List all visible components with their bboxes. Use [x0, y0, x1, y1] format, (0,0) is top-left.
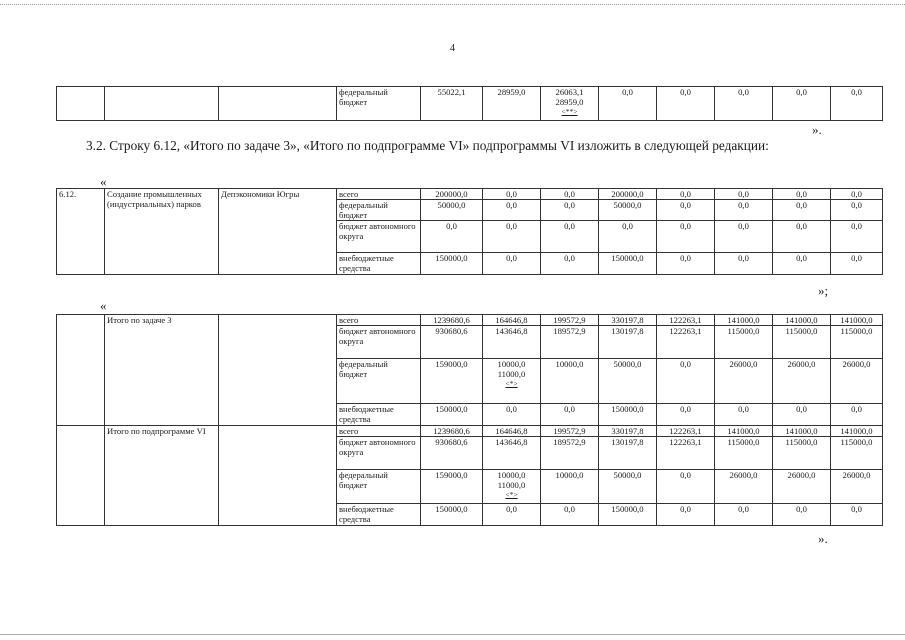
cell-value: 50000,0 — [599, 200, 657, 221]
cell-value: 26000,0 — [773, 470, 831, 504]
cell-value: 0,0 — [773, 504, 831, 526]
cell-value: 1239680,6 — [421, 426, 483, 437]
cell-value: 26000,0 — [831, 470, 883, 504]
cell-value: 26000,0 — [831, 359, 883, 404]
cell-value: 0,0 — [541, 504, 599, 526]
value-text: 26063,1 28959,0 — [555, 87, 584, 107]
open-quote-2: « — [100, 298, 107, 313]
cell-value: 159000,0 — [421, 470, 483, 504]
cell-value: 0,0 — [657, 404, 715, 426]
cell-value: 0,0 — [831, 404, 883, 426]
cell-source: внебюджетные средства — [337, 404, 421, 426]
cell-source: федеральный бюджет — [337, 470, 421, 504]
cell-value: 50000,0 — [421, 200, 483, 221]
cell-source: федеральный бюджет — [337, 200, 421, 221]
cell-value: 200000,0 — [599, 189, 657, 200]
cell-source: бюджет автономного округа — [337, 221, 421, 253]
cell-executor — [219, 315, 337, 426]
cell-value: 0,0 — [483, 200, 541, 221]
cell-value: 189572,9 — [541, 326, 599, 359]
cell-value: 0,0 — [483, 253, 541, 275]
cell-value: 0,0 — [657, 504, 715, 526]
cell-value: 930680,6 — [421, 437, 483, 470]
cell-value: 115000,0 — [773, 437, 831, 470]
cell-value: 0,0 — [541, 253, 599, 275]
cell-value: 26000,0 — [773, 359, 831, 404]
cell-num — [57, 87, 105, 121]
open-quote-1: « — [100, 174, 107, 189]
cell-value: 143646,8 — [483, 437, 541, 470]
cell-value: 0,0 — [483, 404, 541, 426]
cell-value: 330197,8 — [599, 315, 657, 326]
cell-value: 0,0 — [541, 221, 599, 253]
cell-value: 0,0 — [831, 200, 883, 221]
table-row — [57, 189, 883, 200]
footnote-mark: <*> — [505, 490, 518, 499]
cell-source: всего — [337, 189, 421, 200]
cell-value: 159000,0 — [421, 359, 483, 404]
cell-value: 115000,0 — [715, 326, 773, 359]
cell-value: 0,0 — [657, 189, 715, 200]
cell-value: 141000,0 — [715, 426, 773, 437]
cell-value: 189572,9 — [541, 437, 599, 470]
cell-value: 50000,0 — [599, 359, 657, 404]
cell-value: 0,0 — [657, 359, 715, 404]
cell-value: 0,0 — [483, 189, 541, 200]
cell-executor — [219, 426, 337, 526]
value-text: 10000,0 11000,0 — [497, 470, 526, 490]
cell-value: 199572,9 — [541, 315, 599, 326]
cell-value: 26000,0 — [715, 359, 773, 404]
cell-value: 0,0 — [715, 189, 773, 200]
cell-value: 141000,0 — [715, 315, 773, 326]
close-quote-1: ». — [812, 122, 822, 137]
cell-value: 0,0 — [599, 87, 657, 121]
cell-value: 0,0 — [773, 189, 831, 200]
cell-value: 0,0 — [657, 200, 715, 221]
cell-value: 0,0 — [773, 87, 831, 121]
cell-value: 150000,0 — [599, 404, 657, 426]
cell-value: 130197,8 — [599, 437, 657, 470]
cell-value: 164646,8 — [483, 426, 541, 437]
scan-artifact-bottom — [0, 634, 905, 635]
cell-name: Создание промышленных (индустриальных) парков — [105, 189, 219, 275]
cell-name — [105, 87, 219, 121]
cell-executor: Депэкономики Югры — [219, 189, 337, 275]
cell-value: 0,0 — [421, 221, 483, 253]
cell-value: 0,0 — [483, 504, 541, 526]
close-quote-3: ». — [818, 531, 828, 546]
cell-value: 0,0 — [715, 404, 773, 426]
cell-value: 0,0 — [831, 87, 883, 121]
cell-source: всего — [337, 426, 421, 437]
cell-value: 28959,0 — [483, 87, 541, 121]
cell-value: 150000,0 — [599, 504, 657, 526]
cell-value: 115000,0 — [831, 437, 883, 470]
cell-source: бюджет автономного округа — [337, 437, 421, 470]
cell-value: 0,0 — [773, 200, 831, 221]
cell-value: 26000,0 — [715, 470, 773, 504]
top-table — [56, 86, 883, 121]
cell-num: 6.12. — [57, 189, 105, 275]
cell-source: бюджет автономного округа — [337, 326, 421, 359]
cell-source: внебюджетные средства — [337, 253, 421, 275]
cell-value: 130197,8 — [599, 326, 657, 359]
cell-value: 0,0 — [715, 253, 773, 275]
cell-value: 143646,8 — [483, 326, 541, 359]
cell-value: 50000,0 — [599, 470, 657, 504]
scan-artifact-top — [0, 4, 905, 5]
cell-value: 0,0 — [831, 253, 883, 275]
cell-value: 0,0 — [831, 504, 883, 526]
cell-value: 141000,0 — [773, 315, 831, 326]
cell-value: 0,0 — [773, 404, 831, 426]
cell-value — [483, 359, 541, 404]
cell-value: 0,0 — [773, 253, 831, 275]
cell-value: 1239680,6 — [421, 315, 483, 326]
cell-value: 0,0 — [541, 404, 599, 426]
cell-value: 199572,9 — [541, 426, 599, 437]
cell-value: 0,0 — [715, 221, 773, 253]
cell-value: 150000,0 — [421, 253, 483, 275]
cell-value — [541, 87, 599, 121]
cell-executor — [219, 87, 337, 121]
cell-value: 0,0 — [657, 221, 715, 253]
cell-value: 0,0 — [715, 200, 773, 221]
cell-value: 0,0 — [599, 221, 657, 253]
cell-value: 141000,0 — [773, 426, 831, 437]
table-row — [57, 315, 883, 326]
cell-source: всего — [337, 315, 421, 326]
footnote-mark: <**> — [561, 107, 578, 116]
cell-value: 141000,0 — [831, 315, 883, 326]
cell-name: Итого по задаче 3 — [105, 315, 219, 426]
cell-num — [57, 315, 105, 426]
footnote-mark: <*> — [505, 379, 518, 388]
cell-value: 122263,1 — [657, 437, 715, 470]
instruction-paragraph: 3.2. Строку 6.12, «Итого по задаче 3», «Итого по подпрограмме VI» подпрограммы VI изложить в следующей редакции: — [86, 138, 769, 153]
totals-table — [56, 314, 883, 526]
cell-source: федеральный бюджет — [337, 359, 421, 404]
cell-value: 122263,1 — [657, 426, 715, 437]
cell-value — [483, 470, 541, 504]
cell-value: 0,0 — [657, 87, 715, 121]
cell-num — [57, 426, 105, 526]
cell-value: 0,0 — [831, 221, 883, 253]
cell-value: 122263,1 — [657, 326, 715, 359]
cell-value: 10000,0 — [541, 470, 599, 504]
cell-value: 200000,0 — [421, 189, 483, 200]
table-row — [57, 87, 883, 121]
cell-value: 0,0 — [657, 470, 715, 504]
cell-value: 164646,8 — [483, 315, 541, 326]
cell-value: 0,0 — [541, 200, 599, 221]
cell-value: 150000,0 — [599, 253, 657, 275]
cell-value: 115000,0 — [715, 437, 773, 470]
cell-value: 0,0 — [483, 221, 541, 253]
cell-value: 115000,0 — [831, 326, 883, 359]
cell-value: 0,0 — [541, 189, 599, 200]
cell-value: 115000,0 — [773, 326, 831, 359]
table-row — [57, 426, 883, 437]
cell-value: 930680,6 — [421, 326, 483, 359]
cell-value: 0,0 — [773, 221, 831, 253]
cell-value: 150000,0 — [421, 404, 483, 426]
cell-value: 55022,1 — [421, 87, 483, 121]
cell-value: 0,0 — [715, 87, 773, 121]
cell-value: 330197,8 — [599, 426, 657, 437]
cell-value: 150000,0 — [421, 504, 483, 526]
close-quote-2: »; — [818, 283, 829, 298]
cell-name: Итого по подпрограмме VI — [105, 426, 219, 526]
cell-value: 0,0 — [657, 253, 715, 275]
cell-value: 122263,1 — [657, 315, 715, 326]
cell-value: 141000,0 — [831, 426, 883, 437]
cell-source: федеральный бюджет — [337, 87, 421, 121]
cell-value: 0,0 — [831, 189, 883, 200]
cell-value: 0,0 — [715, 504, 773, 526]
cell-value: 10000,0 — [541, 359, 599, 404]
cell-source: внебюджетные средства — [337, 504, 421, 526]
value-text: 10000,0 11000,0 — [497, 359, 526, 379]
page-number: 4 — [450, 43, 455, 54]
table-6-12 — [56, 188, 883, 275]
